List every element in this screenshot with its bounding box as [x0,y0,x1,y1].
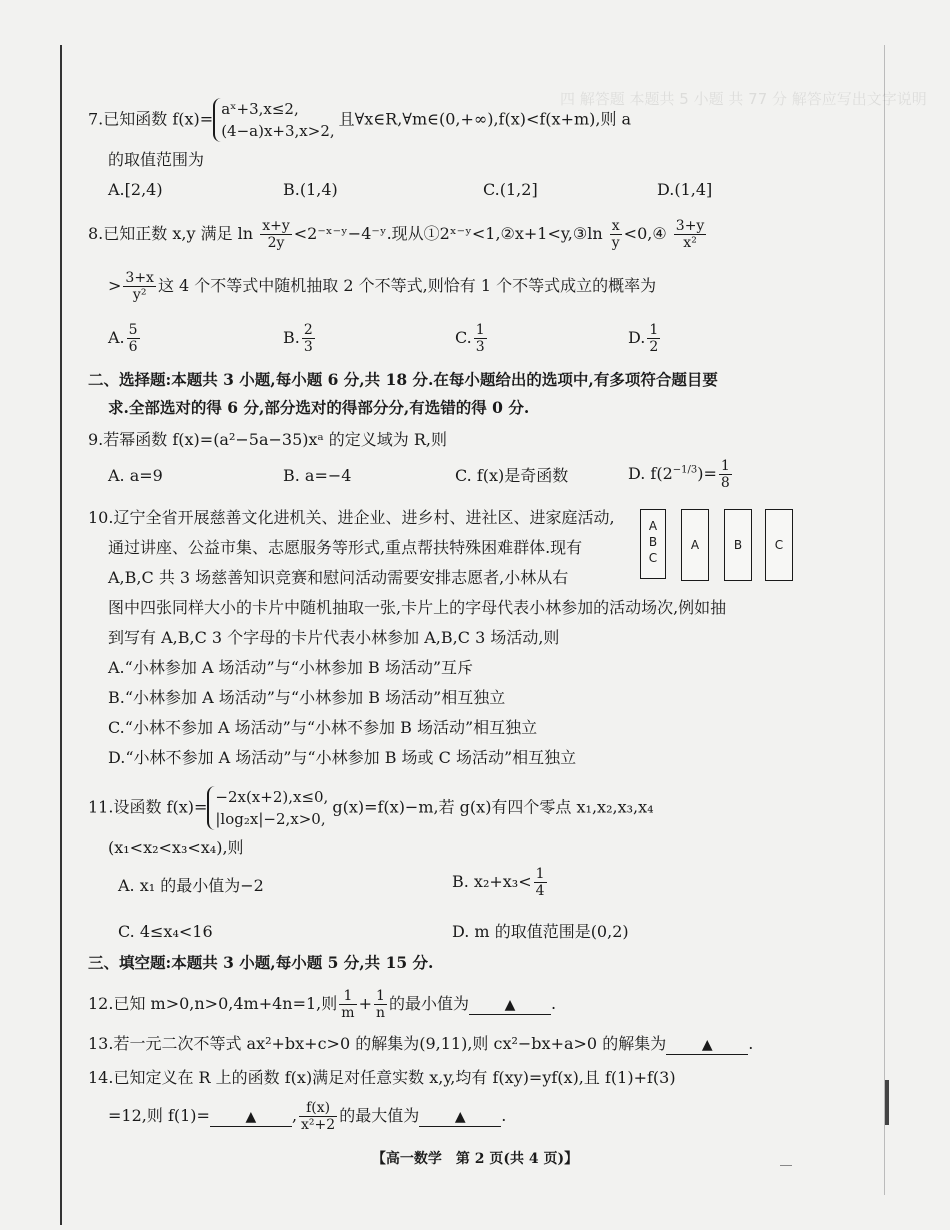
q13-answer-blank: ▲ [666,1036,748,1055]
q8-stem-line2: > $\frac{3+x}{\text{y²}}$ 这 4 个不等式中随机抽取 2 个不等式,则恰有 1 个不等式成立的概率为 [108,270,657,303]
q7-stem: 7.已知函数 f(x)= aˣ+3,x≤2, (4−a)x+3,x>2, 且∀x∈R,∀m∈(0,+∞),f(x)<f(x+m),则 a [88,100,632,140]
q10-stem-line1: 10.辽宁全省开展慈善文化进机关、进企业、进乡村、进社区、进家庭活动, [88,508,615,527]
q11-option-d: D. m 的取值范围是(0,2) [452,922,629,941]
q8-fraction-1: $\frac{x+y}{2y}$ [262,218,290,251]
q10-stem-line3: A,B,C 共 3 场慈善知识竞赛和慰问活动需要安排志愿者,小林从右 [108,568,569,587]
q11-stem: 11.设函数 f(x)= −2x(x+2),x≤0, |log₂x|−2,x>0, g(x)=f(x)−m,若 g(x)有四个零点 x₁,x₂,x₃,x₄ [88,788,654,828]
card-b: B [724,509,752,581]
card-c: C [765,509,793,581]
q10-option-c: C.“小林不参加 A 场活动”与“小林不参加 B 场活动”相互独立 [108,718,538,737]
q8-option-b: B. $\frac{2}{3}$ [283,322,313,355]
q12-stem: 12.已知 m>0,n>0,4m+4n=1,则 $\frac{1}{m}$ + $\frac{1}{n}$ 的最小值为 ▲ . [88,988,557,1021]
q13-stem: 13.若一元二次不等式 ax²+bx+c>0 的解集为(9,11),则 cx²−bx+a>0 的解集为 ▲ . [88,1034,754,1053]
q11-option-c: C. 4≤x₄<16 [118,922,213,941]
q12-fraction-2: $\frac{1}{n}$ [375,988,385,1021]
q10-option-b: B.“小林参加 A 场活动”与“小林参加 B 场活动”相互独立 [108,688,506,707]
q9-option-b: B. a=−4 [283,466,352,485]
edge-scan-mark [885,1080,889,1125]
q14-stem-line2: =12,则 f(1)= ▲ , $\frac{f(x)}{\text{x²+2}}$ 的最大值为 ▲ . [108,1100,507,1133]
q10-option-a: A.“小林参加 A 场活动”与“小林参加 B 场活动”互斥 [108,658,474,677]
bleed-through-text: 四 解答题 本题共 5 小题 共 77 分 解答应写出文字说明 [560,90,927,108]
q7-option-a: A.[2,4) [108,180,163,199]
q7-option-d: D.(1,4] [657,180,713,199]
q7-piecewise: aˣ+3,x≤2, (4−a)x+3,x>2, [213,98,334,142]
right-margin-line [884,45,885,1195]
left-binding-line [60,45,62,1225]
q14-answer-blank-2: ▲ [419,1108,501,1127]
q8-option-a: A. $\frac{5}{6}$ [108,322,138,355]
q7-stem-line2: 的取值范围为 [108,150,205,169]
q11-option-a: A. x₁ 的最小值为−2 [118,876,264,895]
q10-stem-line2: 通过讲座、公益市集、志愿服务等形式,重点帮扶特殊困难群体.现有 [108,538,583,557]
q11-option-b: B. x₂+x₃< $\frac{1}{4}$ [452,866,545,899]
footer-dash [780,1165,792,1166]
q12-answer-blank: ▲ [469,996,551,1015]
card-abc: A B C [640,509,666,579]
section-2-heading: 二、选择题:本题共 3 小题,每小题 6 分,共 18 分.在每小题给出的选项中,有多项符合题目要 [88,370,718,389]
section-3-heading: 三、填空题:本题共 3 小题,每小题 5 分,共 15 分. [88,953,434,972]
q8-option-c: C. $\frac{1}{3}$ [455,322,485,355]
q10-stem-line4: 图中四张同样大小的卡片中随机抽取一张,卡片上的字母代表小林参加的活动场次,例如抽 [108,598,727,617]
q14-answer-blank-1: ▲ [210,1108,292,1127]
q8-stem: 8.已知正数 x,y 满足 ln $\frac{x+y}{2y}$ <2⁻ˣ⁻ʸ−4⁻ʸ.现从①2ˣ⁻ʸ<1,②x+1<y,③ln $\frac{x}{y}$ <0,④ $\frac{3+y}{\text{x²}}$ [88,218,705,251]
card-a: A [681,509,709,581]
section-2-heading-line2: 求.全部选对的得 6 分,部分选对的得部分分,有选错的得 0 分. [108,398,530,417]
q11-piecewise: −2x(x+2),x≤0, |log₂x|−2,x>0, [207,786,328,830]
q12-fraction-1: $\frac{1}{m}$ [341,988,355,1021]
q9-option-a: A. a=9 [108,466,163,485]
q8-fraction-2: $\frac{x}{y}$ [611,218,620,251]
q7-option-b: B.(1,4) [283,180,338,199]
q9-option-c: C. f(x)是奇函数 [455,466,569,485]
q14-stem-line1: 14.已知定义在 R 上的函数 f(x)满足对任意实数 x,y,均有 f(xy)=yf(x),且 f(1)+f(3) [88,1068,676,1087]
q7-option-c: C.(1,2] [483,180,538,199]
q8-fraction-4: $\frac{3+x}{\text{y²}}$ [125,270,154,303]
q8-option-d: D. $\frac{1}{2}$ [628,322,659,355]
q9-stem: 9.若幂函数 f(x)=(a²−5a−35)xᵃ 的定义域为 R,则 [88,430,448,449]
q9-option-d: D. $f(2^{-1/3})=$ $\frac{1}{8}$ [628,458,730,491]
q11-stem-line2: (x₁<x₂<x₃<x₄),则 [108,838,244,857]
q14-fraction: $\frac{f(x)}{\text{x²+2}}$ [301,1100,336,1133]
q8-fraction-3: $\frac{3+y}{\text{x²}}$ [675,218,705,251]
q10-option-d: D.“小林不参加 A 场活动”与“小林参加 B 场或 C 场活动”相互独立 [108,748,577,767]
q10-stem-line5: 到写有 A,B,C 3 个字母的卡片代表小林参加 A,B,C 3 场活动,则 [108,628,560,647]
page-footer: 【高一数学 第 2 页(共 4 页)】 [371,1151,579,1167]
